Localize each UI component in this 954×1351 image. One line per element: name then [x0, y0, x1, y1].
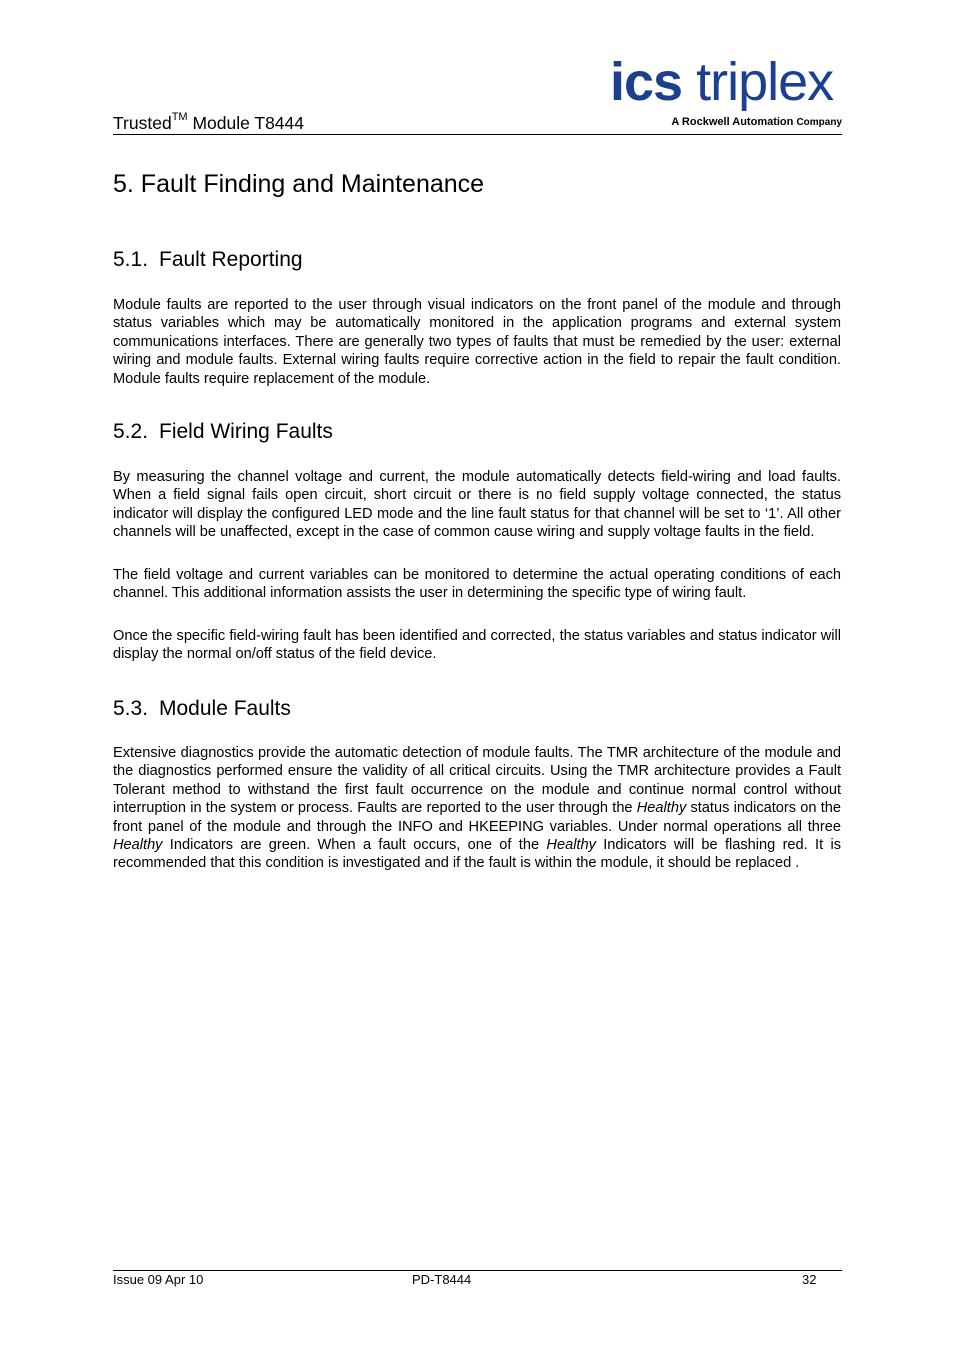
ics-triplex-logo [600, 52, 844, 132]
header-title-post: Module T8444 [187, 113, 305, 133]
section-title: Fault Reporting [159, 248, 303, 271]
field-wiring-paragraph-1: By measuring the channel voltage and current, the module automatically detects field-wiring and load faults. When a field signal fails open circuit, short circuit or there is no field supply voltage connected, the status indicator will display the configured LED mode and the line fault status for that channel will be set to ‘1’. All other channels will be unaffected, except in the case of common cause wiring and supply voltage faults in the field. [113, 469, 841, 541]
section-heading-module-faults [113, 696, 291, 722]
field-wiring-paragraph-3: Once the specific field-wiring fault has been identified and corrected, the status variables and status indicator will display the normal on/off status of the field device. [113, 628, 841, 663]
logo-tagline-text: A Rockwell Automation [671, 116, 794, 128]
logo-tagline [671, 116, 842, 128]
header-divider [113, 134, 842, 135]
logo-wordmark [610, 52, 833, 112]
logo-company: Company [796, 117, 842, 128]
logo-ics: ics [610, 52, 683, 112]
module-faults-paragraph [113, 744, 841, 873]
footer-page-number: 32 [802, 1272, 817, 1287]
footer-doc-id: PD-T8444 [412, 1272, 472, 1287]
healthy-term: Healthy [636, 800, 687, 817]
section-heading-fault-reporting [113, 247, 303, 273]
section-number: 5.2. [113, 420, 149, 443]
healthy-term: Healthy [546, 837, 596, 854]
section-number: 5.3. [113, 697, 149, 720]
section-heading-field-wiring [113, 419, 333, 445]
section-title: Module Faults [159, 697, 291, 720]
module-faults-text-a: Extensive diagnostics provide the automatic detection of module faults. The TMR architecture of the module and the diagnostics performed ensure the validity of all critical circuits. Using the TMR architecture provides a Fault Tolerant method to withstand the first fault occurrence on the module and continue normal control without interruption in the system or process. Faults are reported to the user through the [113, 745, 841, 817]
section-number: 5.1. [113, 248, 149, 271]
module-faults-text-b: status indicators on the front panel of the module and through the INFO and HKEEPING variables. Under normal operations all three [113, 800, 842, 835]
module-faults-text-c: Indicators are green. When a fault occurs, one of the [162, 837, 547, 854]
section-title: Field Wiring Faults [159, 420, 333, 443]
healthy-term: Healthy [113, 837, 163, 854]
module-faults-text-d: Indicators will be flashing red. It is recommended that this condition is investigated and if the fault is within the module, it should be replaced . [113, 837, 842, 872]
chapter-title: 5. Fault Finding and Maintenance [113, 170, 485, 198]
logo-triplex: triplex [696, 52, 834, 112]
field-wiring-paragraph-2: The field voltage and current variables can be monitored to determine the actual operating conditions of each channel. This additional information assists the user in determining the specific type of wiring fault. [113, 567, 841, 602]
header-title-pre: Trusted [113, 113, 172, 133]
fault-reporting-paragraph: Module faults are reported to the user through visual indicators on the front panel of the module and through status variables which may be automatically monitored in the application programs and external system communications interfaces. There are generally two types of faults that must be remedied by the user: external wiring and module faults. External wiring faults require corrective action in the field to repair the fault condition. Module faults require replacement of the module. [113, 297, 841, 387]
footer-divider [113, 1270, 842, 1271]
trademark-superscript: TM [171, 111, 188, 123]
footer-issue: Issue 09 Apr 10 [113, 1272, 204, 1287]
